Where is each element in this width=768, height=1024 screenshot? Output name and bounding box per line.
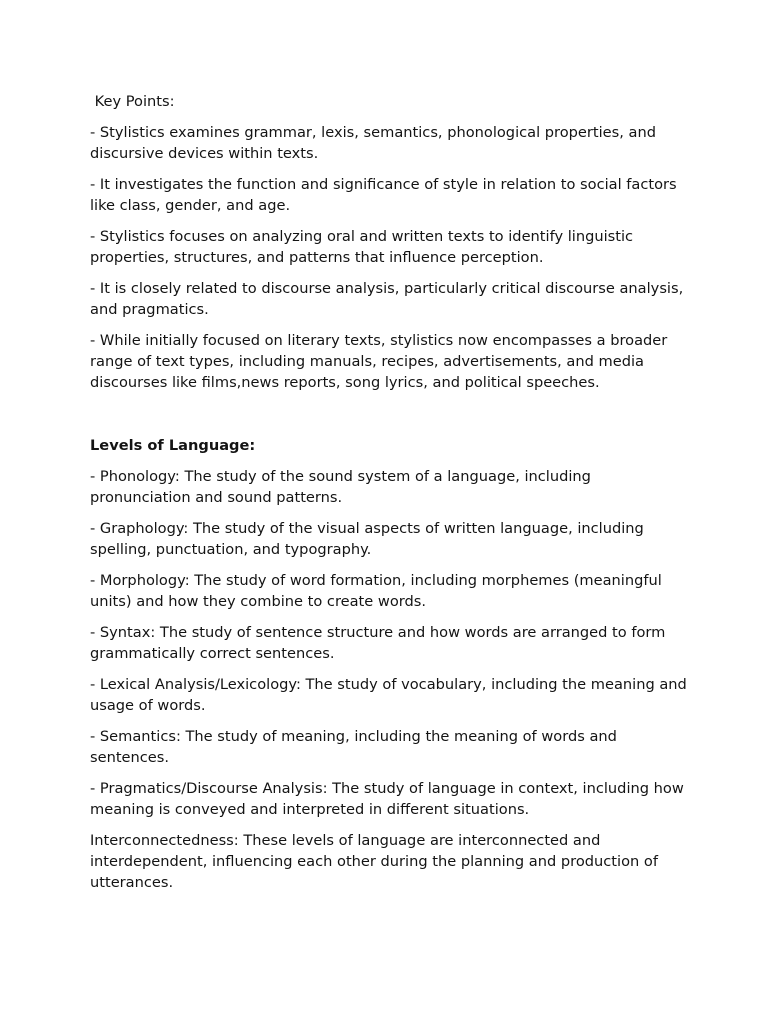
section-spacer bbox=[90, 403, 690, 435]
key-point-item: - It is closely related to discourse analysis, particularly critical discourse analysis, and pragmatics. bbox=[90, 280, 684, 318]
key-point-item: - Stylistics focuses on analyzing oral and written texts to identify linguistic properties, structures, and patterns that influence perception. bbox=[90, 228, 634, 266]
document-page bbox=[90, 91, 690, 903]
key-point-item: - While initially focused on literary texts, stylistics now encompasses a broader range of text types, including manuals, recipes, advertisements, and media discourses like films,news reports, song lyrics, and political speeches. bbox=[90, 332, 668, 391]
interconnectedness-paragraph: Interconnectedness: These levels of language are interconnected and interdependent, influencing each other during the planning and production of utterances. bbox=[90, 832, 658, 891]
key-points-heading: Key Points: bbox=[90, 93, 175, 110]
key-point-item: - It investigates the function and significance of style in relation to social factors like class, gender, and age. bbox=[90, 176, 677, 214]
level-item-morphology: - Morphology: The study of word formation, including morphemes (meaningful units) and how they combine to create words. bbox=[90, 572, 662, 610]
level-item-lexicology: - Lexical Analysis/Lexicology: The study of vocabulary, including the meaning and usage of words. bbox=[90, 676, 687, 714]
level-item-pragmatics: - Pragmatics/Discourse Analysis: The study of language in context, including how meaning is conveyed and interpreted in different situations. bbox=[90, 780, 684, 818]
key-point-item: - Stylistics examines grammar, lexis, semantics, phonological properties, and discursive devices within texts. bbox=[90, 124, 656, 162]
level-item-graphology: - Graphology: The study of the visual aspects of written language, including spelling, punctuation, and typography. bbox=[90, 520, 644, 558]
level-item-syntax: - Syntax: The study of sentence structure and how words are arranged to form grammatically correct sentences. bbox=[90, 624, 666, 662]
level-item-semantics: - Semantics: The study of meaning, including the meaning of words and sentences. bbox=[90, 728, 617, 766]
level-item-phonology: - Phonology: The study of the sound system of a language, including pronunciation and sound patterns. bbox=[90, 468, 591, 506]
levels-heading: Levels of Language: bbox=[90, 437, 256, 454]
